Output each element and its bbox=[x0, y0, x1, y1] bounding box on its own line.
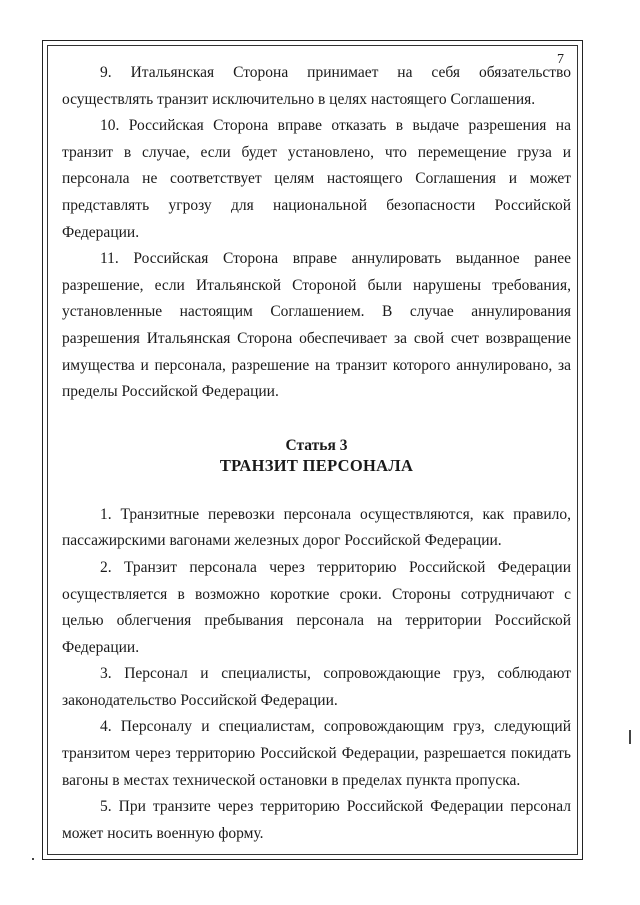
document-body bbox=[62, 60, 571, 847]
paragraph-3-3: 3. Персонал и специалисты, сопровождающие груз, соблюдают законодательство Российской Федерации. bbox=[62, 665, 571, 709]
paragraph-10: 10. Российская Сторона вправе отказать в выдаче разрешения на транзит в случае, если будет установлено, что перемещение груза и персонала не соответствует целям настоящего Соглашения и может представлять угрозу для национальной безопасности Российской Федерации. bbox=[62, 117, 571, 241]
scan-artifact-mark bbox=[629, 730, 631, 744]
page-number: 7 bbox=[557, 52, 564, 67]
paragraph-3-1: 1. Транзитные перевозки персонала осуществляются, как правило, пассажирскими вагонами железных дорог Российской Федерации. bbox=[62, 505, 571, 550]
article-label: Статья 3 bbox=[285, 436, 348, 454]
paragraph-9: 9. Итальянская Сторона принимает на себя обязательство осуществлять транзит исключительно в целях настоящего Соглашения. bbox=[62, 64, 571, 108]
article-title: ТРАНЗИТ ПЕРСОНАЛА bbox=[219, 455, 414, 475]
paragraph-3-2: 2. Транзит персонала через территорию Российской Федерации осуществляется в возможно короткие сроки. Стороны сотрудничают с целью облегчения пребывания персонала на территории Российской Федерации. bbox=[62, 558, 571, 656]
paragraph-3-4: 4. Персоналу и специалистам, сопровождающим груз, следующий транзитом через территорию Российской Федерации, разрешается покидать вагоны в местах технической остановки в пределах пункта пропуска. bbox=[62, 718, 571, 789]
paragraph-3-5: 5. При транзите через территорию Российской Федерации персонал может носить военную форму. bbox=[62, 798, 571, 842]
article-heading bbox=[62, 436, 571, 476]
paragraph-11: 11. Российская Сторона вправе аннулировать выданное ранее разрешение, если Итальянской Стороной были нарушены требования, установленные настоящим Соглашением. В случае аннулирования разрешения Итальянская Сторона обеспечивает за свой счет возвращение имущества и персонала, разрешение на транзит которого аннулировано, за пределы Российской Федерации. bbox=[62, 250, 571, 401]
scan-artifact-dot bbox=[32, 858, 34, 860]
